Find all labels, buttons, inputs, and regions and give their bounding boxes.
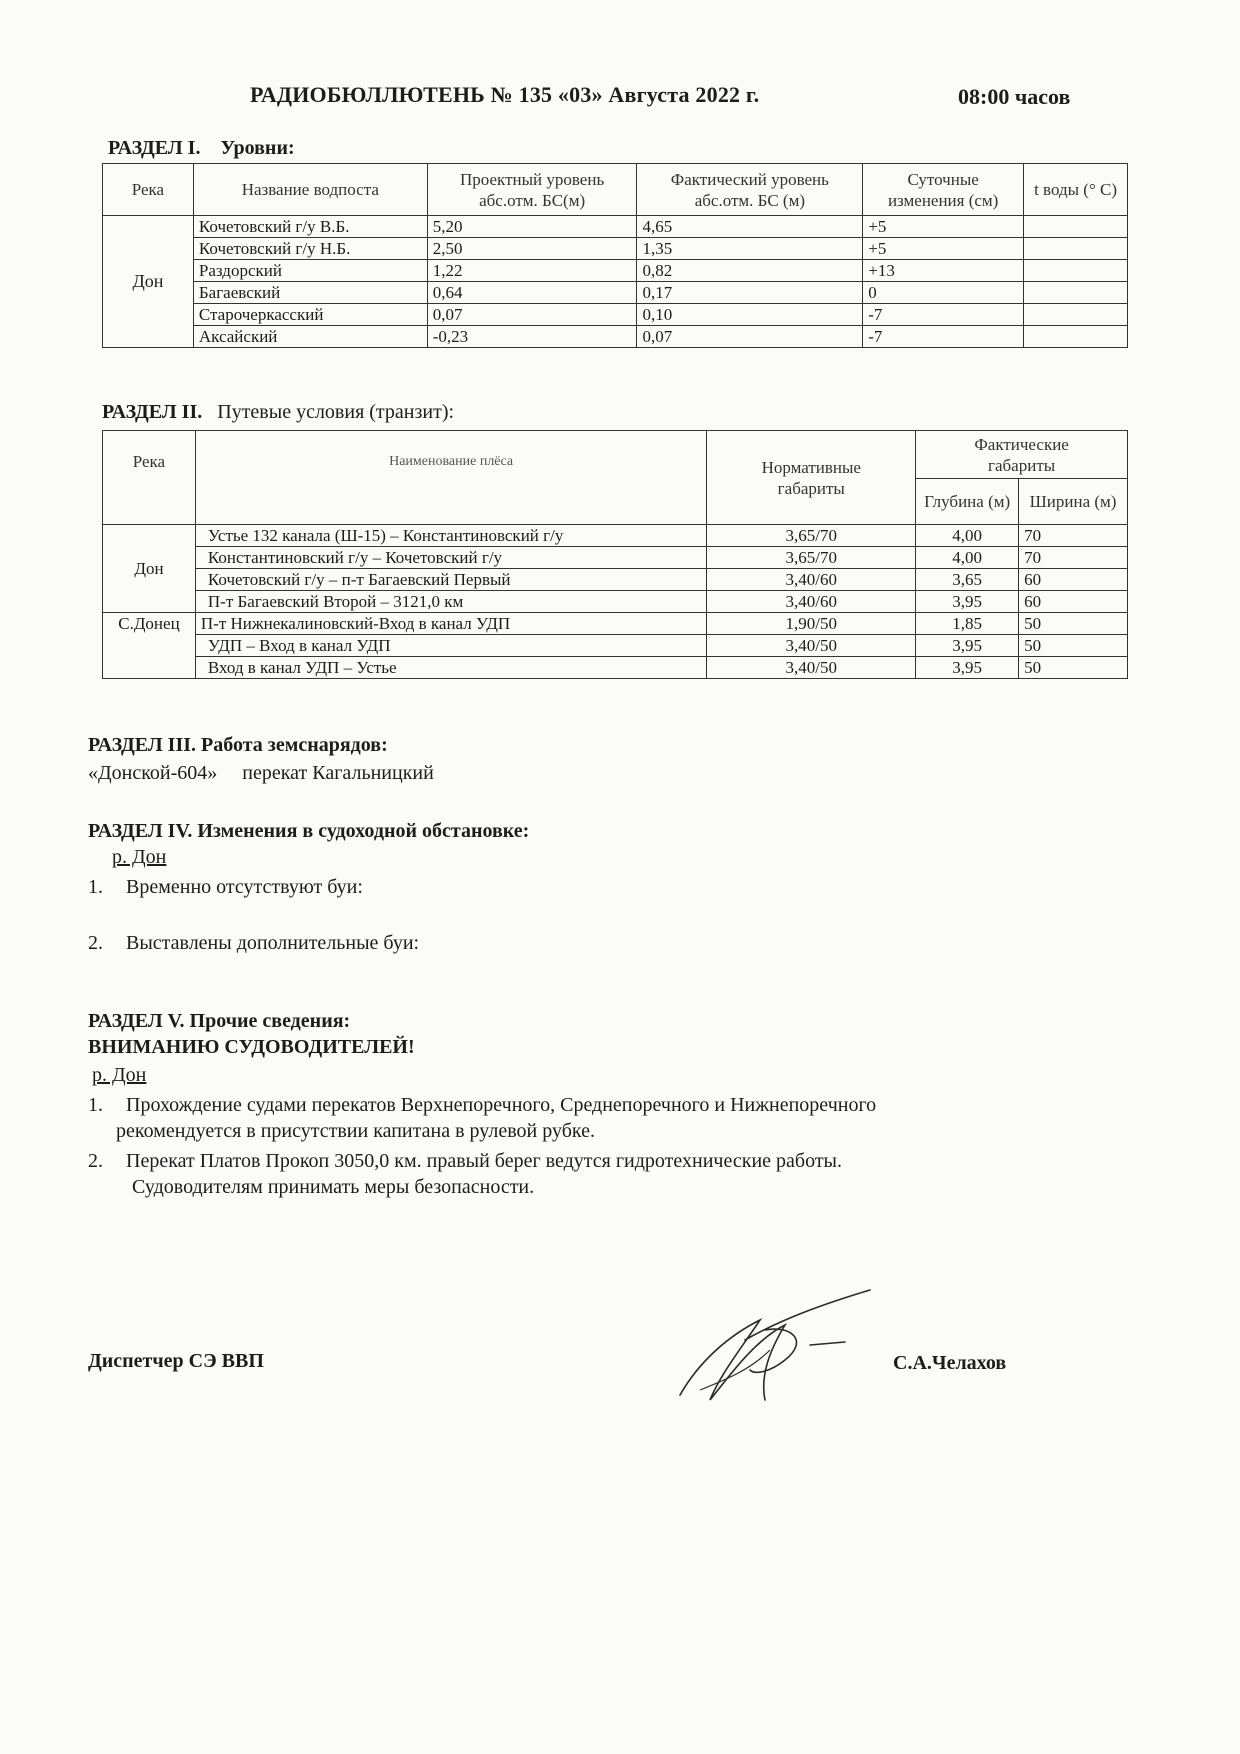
- col-reach-name: Наименование плёса: [195, 431, 706, 525]
- attention-heading: ВНИМАНИЮ СУДОВОДИТЕЛЕЙ!: [88, 1036, 415, 1058]
- route-header-row: [103, 431, 1128, 479]
- actual-level: 4,65: [637, 216, 863, 238]
- river-cell: С.Донец: [103, 613, 196, 679]
- col-depth: Глубина (м): [916, 479, 1019, 525]
- project-level: 5,20: [427, 216, 637, 238]
- width-value: 70: [1019, 547, 1128, 569]
- section1-heading: [108, 137, 295, 160]
- table-row: [103, 635, 1128, 657]
- water-temp: [1024, 326, 1128, 348]
- signatory-name: С.А.Челахов: [893, 1352, 1007, 1374]
- list-item: [88, 932, 419, 955]
- normative-dims: 3,40/50: [707, 657, 916, 679]
- list-item-text: Временно отсутствуют буи:: [126, 876, 363, 898]
- normative-dims: 3,65/70: [707, 547, 916, 569]
- width-value: 50: [1019, 613, 1128, 635]
- water-temp: [1024, 260, 1128, 282]
- dispatcher-position: Диспетчер СЭ ВВП: [88, 1350, 264, 1372]
- depth-value: 3,95: [916, 657, 1019, 679]
- section5-river: р. Дон: [92, 1064, 147, 1086]
- col-normative: Нормативные габариты: [707, 431, 916, 525]
- bulletin-title: РАДИОБЮЛЛЮТЕНЬ № 135 «03» Августа 2022 г.: [250, 82, 760, 107]
- daily-change: +5: [863, 238, 1024, 260]
- col-project-level: Проектный уровень абс.отм. БС(м): [427, 164, 637, 216]
- normative-dims: 3,40/60: [707, 569, 916, 591]
- table-row: [103, 657, 1128, 679]
- project-level: 1,22: [427, 260, 637, 282]
- col-post-name: Название водпоста: [193, 164, 427, 216]
- list-item-number: 1.: [88, 876, 103, 898]
- table-row: [103, 282, 1128, 304]
- list-item-text: Выставлены дополнительные буи:: [126, 932, 420, 954]
- list-item-continuation: рекомендуется в присутствии капитана в рулевой рубке.: [116, 1120, 595, 1142]
- signature-icon: [670, 1280, 900, 1410]
- width-value: 50: [1019, 635, 1128, 657]
- col-water-temp: t воды (° С): [1024, 164, 1128, 216]
- bulletin-time: 08:00 часов: [958, 84, 1071, 109]
- daily-change: 0: [863, 282, 1024, 304]
- actual-level: 0,17: [637, 282, 863, 304]
- actual-level: 0,07: [637, 326, 863, 348]
- project-level: 2,50: [427, 238, 637, 260]
- depth-value: 4,00: [916, 547, 1019, 569]
- reach-name: П-т Нижнекалиновский-Вход в канал УДП: [195, 613, 706, 635]
- section3-heading: РАЗДЕЛ III. Работа земснарядов:: [88, 734, 388, 756]
- project-level: 0,64: [427, 282, 637, 304]
- post-name: Кочетовский г/у Н.Б.: [193, 238, 427, 260]
- water-temp: [1024, 304, 1128, 326]
- table-row: [103, 591, 1128, 613]
- dredger-name: «Донской-604»: [88, 762, 218, 784]
- post-name: Кочетовский г/у В.Б.: [193, 216, 427, 238]
- normative-dims: 3,65/70: [707, 525, 916, 547]
- depth-value: 3,65: [916, 569, 1019, 591]
- daily-change: -7: [863, 304, 1024, 326]
- depth-value: 1,85: [916, 613, 1019, 635]
- table-row: [103, 304, 1128, 326]
- reach-name: Кочетовский г/у – п-т Багаевский Первый: [195, 569, 706, 591]
- section4-heading: РАЗДЕЛ IV. Изменения в судоходной обстановке:: [88, 820, 530, 842]
- dredger-location: перекат Кагальницкий: [242, 762, 434, 784]
- list-item: [88, 876, 363, 899]
- section1-title: Уровни:: [220, 137, 295, 159]
- normative-dims: 3,40/60: [707, 591, 916, 613]
- section2-label: РАЗДЕЛ II.: [102, 401, 203, 423]
- table-row: [103, 569, 1128, 591]
- col-river: Река: [103, 431, 196, 525]
- table-row: [103, 326, 1128, 348]
- list-item-continuation: Судоводителям принимать меры безопасности.: [132, 1176, 535, 1198]
- depth-value: 3,95: [916, 635, 1019, 657]
- water-temp: [1024, 216, 1128, 238]
- col-actual-dims: Фактические габариты: [916, 431, 1128, 479]
- project-level: 0,07: [427, 304, 637, 326]
- normative-dims: 3,40/50: [707, 635, 916, 657]
- reach-name: Вход в канал УДП – Устье: [195, 657, 706, 679]
- project-level: -0,23: [427, 326, 637, 348]
- post-name: Раздорский: [193, 260, 427, 282]
- list-item: [88, 1150, 842, 1173]
- reach-name: Устье 132 канала (Ш-15) – Константиновский г/у: [195, 525, 706, 547]
- daily-change: +5: [863, 216, 1024, 238]
- col-width: Ширина (м): [1019, 479, 1128, 525]
- list-item-number: 2.: [88, 932, 103, 954]
- list-item: [88, 1094, 876, 1117]
- post-name: Аксайский: [193, 326, 427, 348]
- col-daily-change: Суточные изменения (см): [863, 164, 1024, 216]
- width-value: 70: [1019, 525, 1128, 547]
- route-conditions-table: [102, 430, 1128, 679]
- width-value: 50: [1019, 657, 1128, 679]
- width-value: 60: [1019, 591, 1128, 613]
- table-row: [103, 216, 1128, 238]
- river-cell: Дон: [103, 216, 194, 348]
- actual-level: 1,35: [637, 238, 863, 260]
- table-row: [103, 547, 1128, 569]
- levels-table: [102, 163, 1128, 348]
- post-name: Старочеркасский: [193, 304, 427, 326]
- dredger-line: [88, 762, 434, 785]
- levels-header-row: [103, 164, 1128, 216]
- list-item-text: Перекат Платов Прокоп 3050,0 км. правый берег ведутся гидротехнические работы.: [126, 1150, 842, 1172]
- table-row: [103, 613, 1128, 635]
- reach-name: Константиновский г/у – Кочетовский г/у: [195, 547, 706, 569]
- table-row: [103, 260, 1128, 282]
- actual-level: 0,82: [637, 260, 863, 282]
- width-value: 60: [1019, 569, 1128, 591]
- col-actual-level: Фактический уровень абс.отм. БС (м): [637, 164, 863, 216]
- table-row: [103, 238, 1128, 260]
- river-cell: Дон: [103, 525, 196, 613]
- reach-name: П-т Багаевский Второй – 3121,0 км: [195, 591, 706, 613]
- section2-title: Путевые условия (транзит):: [217, 401, 455, 423]
- reach-name: УДП – Вход в канал УДП: [195, 635, 706, 657]
- water-temp: [1024, 282, 1128, 304]
- list-item-number: 1.: [88, 1094, 103, 1116]
- section5-heading: РАЗДЕЛ V. Прочие сведения:: [88, 1010, 351, 1032]
- section4-river: р. Дон: [112, 846, 167, 868]
- section1-label: РАЗДЕЛ I.: [108, 137, 201, 159]
- depth-value: 4,00: [916, 525, 1019, 547]
- actual-level: 0,10: [637, 304, 863, 326]
- daily-change: -7: [863, 326, 1024, 348]
- section2-heading: [102, 401, 454, 424]
- post-name: Багаевский: [193, 282, 427, 304]
- normative-dims: 1,90/50: [707, 613, 916, 635]
- list-item-number: 2.: [88, 1150, 103, 1172]
- depth-value: 3,95: [916, 591, 1019, 613]
- col-river: Река: [103, 164, 194, 216]
- list-item-text: Прохождение судами перекатов Верхнепоречного, Среднепоречного и Нижнепоречного: [126, 1094, 877, 1116]
- water-temp: [1024, 238, 1128, 260]
- daily-change: +13: [863, 260, 1024, 282]
- table-row: [103, 525, 1128, 547]
